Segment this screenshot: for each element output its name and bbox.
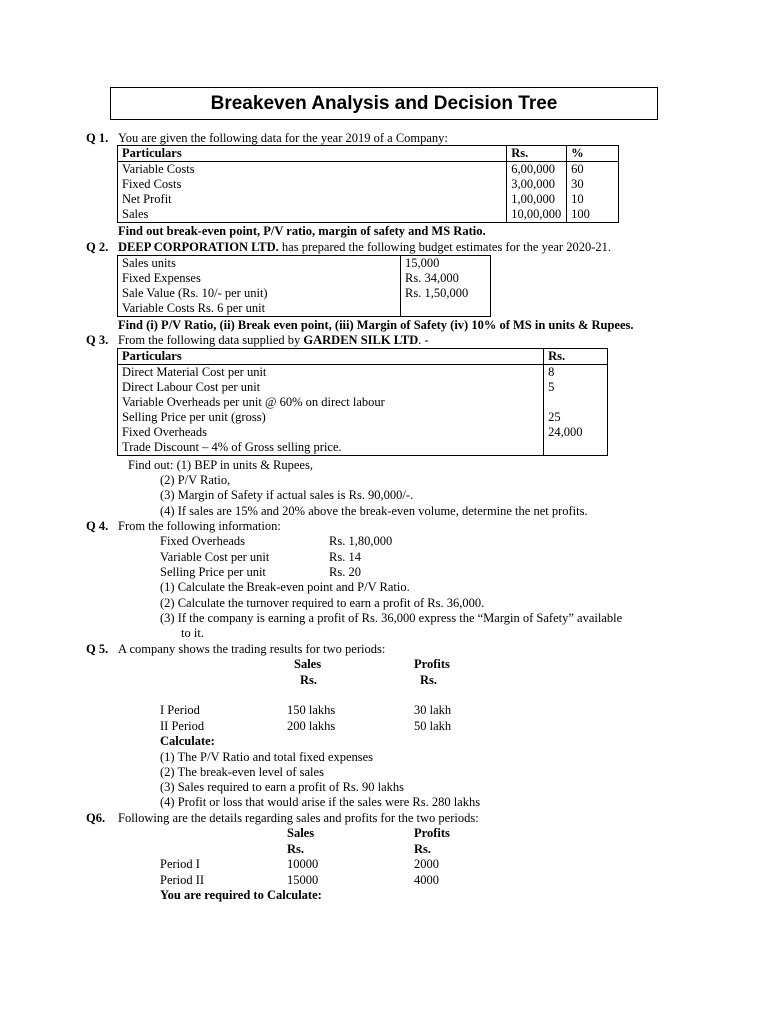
- table-cell: Trade Discount – 4% of Gross selling price.: [118, 440, 544, 456]
- q3-intro-a: From the following data supplied by: [118, 333, 304, 347]
- table-row: [118, 192, 619, 207]
- q3-table: [117, 348, 608, 456]
- table-cell: 25: [544, 410, 608, 425]
- q6-unit-sales: Rs.: [287, 842, 305, 856]
- q5-sales: 200 lakhs: [287, 719, 336, 733]
- q5-col-sales: Sales: [294, 657, 322, 671]
- table-cell: 10: [567, 192, 619, 207]
- table-cell: 5: [544, 380, 608, 395]
- page-title: Breakeven Analysis and Decision Tree: [210, 92, 558, 114]
- q2-intro-rest: has prepared the following budget estimates for the year 2020-21.: [278, 240, 611, 254]
- table-cell: Sale Value (Rs. 10/- per unit): [118, 286, 401, 301]
- table-cell: 30: [567, 177, 619, 192]
- q1-intro: You are given the following data for the year 2019 of a Company:: [118, 131, 448, 145]
- q4-data-value: Rs. 20: [329, 565, 361, 579]
- q4-data-value: Rs. 14: [329, 550, 361, 564]
- table-cell: Variable Overheads per unit @ 60% on direct labour: [118, 395, 544, 410]
- q3-number: Q 3.: [86, 333, 109, 347]
- q5-col-profits: Profits: [414, 657, 450, 671]
- q6-profit: 2000: [414, 857, 439, 871]
- q5-period: II Period: [160, 719, 205, 733]
- q1-table: [117, 145, 619, 223]
- q5-period: I Period: [160, 703, 200, 717]
- q5-item: (1) The P/V Ratio and total fixed expenses: [160, 750, 374, 764]
- table-cell: 60: [567, 162, 619, 178]
- table-row: [118, 271, 491, 286]
- q1-header-cell: Particulars: [118, 146, 507, 162]
- q6-sales: 10000: [287, 857, 319, 871]
- table-cell: 3,00,000: [507, 177, 567, 192]
- q4-intro: From the following information:: [118, 519, 281, 533]
- table-cell: Variable Costs: [118, 162, 507, 178]
- q3-find-line: (4) If sales are 15% and 20% above the break-even volume, determine the net profits.: [160, 504, 588, 518]
- q4-data-value: Rs. 1,80,000: [329, 534, 393, 548]
- q2-intro: [118, 240, 611, 255]
- q6-unit-profits: Rs.: [414, 842, 432, 856]
- q5-item: (3) Sales required to earn a profit of Rs. 90 lakhs: [160, 780, 405, 794]
- q5-unit-sales: Rs.: [300, 673, 318, 687]
- q3-find-line: (2) P/V Ratio,: [160, 473, 231, 487]
- q4-data-label: Variable Cost per unit: [160, 550, 270, 564]
- q6-profit: 4000: [414, 873, 439, 887]
- q2-table: [117, 255, 491, 317]
- q6-sales: 15000: [287, 873, 319, 887]
- q1-header-cell: %: [567, 146, 619, 162]
- q3-header-cell: Rs.: [544, 349, 608, 365]
- q3-intro: [118, 333, 429, 348]
- q3-find-line: Find out: (1) BEP in units & Rupees,: [128, 458, 313, 472]
- table-cell: Fixed Expenses: [118, 271, 401, 286]
- q5-sales: 150 lakhs: [287, 703, 336, 717]
- q5-number: Q 5.: [86, 642, 109, 656]
- table-cell: Fixed Costs: [118, 177, 507, 192]
- q6-col-profits: Profits: [414, 826, 450, 840]
- q5-item: (2) The break-even level of sales: [160, 765, 324, 779]
- table-cell: 1,00,000: [507, 192, 567, 207]
- q3-intro-b: . -: [418, 333, 429, 347]
- q3-find-line: (3) Margin of Safety if actual sales is Rs. 90,000/-.: [160, 488, 414, 502]
- table-cell: 100: [567, 207, 619, 223]
- table-row: [118, 380, 608, 395]
- table-cell: Selling Price per unit (gross): [118, 410, 544, 425]
- table-cell: Net Profit: [118, 192, 507, 207]
- q5-profit: 50 lakh: [414, 719, 452, 733]
- table-row: [118, 395, 608, 410]
- table-row: [118, 286, 491, 301]
- table-cell: 6,00,000: [507, 162, 567, 178]
- q4-number: Q 4.: [86, 519, 109, 533]
- table-cell: Variable Costs Rs. 6 per unit: [118, 301, 401, 317]
- q5-intro: A company shows the trading results for two periods:: [118, 642, 386, 656]
- table-cell: 15,000: [401, 256, 491, 272]
- q6-period: Period I: [160, 857, 200, 871]
- q3-company-name: GARDEN SILK LTD: [303, 333, 419, 347]
- table-row: [118, 425, 608, 440]
- table-row: [118, 440, 608, 456]
- table-row: [118, 256, 491, 272]
- table-row: [118, 207, 619, 223]
- q3-header-row: [118, 349, 608, 365]
- table-cell: Sales: [118, 207, 507, 223]
- q2-find: Find (i) P/V Ratio, (ii) Break even point, (iii) Margin of Safety (iv) 10% of MS in units & Rupees.: [118, 318, 634, 332]
- q4-item: (3) If the company is earning a profit of Rs. 36,000 express the “Margin of Safety” available: [160, 611, 623, 625]
- table-cell: Direct Material Cost per unit: [118, 365, 544, 381]
- q1-find: Find out break-even point, P/V ratio, margin of safety and MS Ratio.: [118, 224, 486, 238]
- table-row: [118, 365, 608, 381]
- title-box: [110, 87, 658, 120]
- table-cell: [544, 440, 608, 456]
- q1-number: Q 1.: [86, 131, 109, 145]
- table-row: [118, 410, 608, 425]
- q4-data-label: Fixed Overheads: [160, 534, 246, 548]
- table-cell: [401, 301, 491, 317]
- table-cell: Direct Labour Cost per unit: [118, 380, 544, 395]
- q4-item: (2) Calculate the turnover required to earn a profit of Rs. 36,000.: [160, 596, 485, 610]
- q2-number: Q 2.: [86, 240, 109, 254]
- q5-unit-profits: Rs.: [420, 673, 438, 687]
- table-cell: 8: [544, 365, 608, 381]
- table-cell: 24,000: [544, 425, 608, 440]
- q1-header-row: [118, 146, 619, 162]
- q4-item-cont: to it.: [181, 626, 204, 640]
- table-cell: Fixed Overheads: [118, 425, 544, 440]
- q5-calculate: Calculate:: [160, 734, 215, 748]
- table-cell: 10,00,000: [507, 207, 567, 223]
- q6-calculate: You are required to Calculate:: [160, 888, 322, 902]
- table-row: [118, 177, 619, 192]
- q4-data-label: Selling Price per unit: [160, 565, 266, 579]
- q3-header-cell: Particulars: [118, 349, 544, 365]
- table-row: [118, 162, 619, 178]
- q6-number: Q6.: [86, 811, 106, 825]
- q5-item: (4) Profit or loss that would arise if the sales were Rs. 280 lakhs: [160, 795, 481, 809]
- table-cell: Rs. 1,50,000: [401, 286, 491, 301]
- q6-period: Period II: [160, 873, 205, 887]
- table-row: [118, 301, 491, 317]
- q4-item: (1) Calculate the Break-even point and P/V Ratio.: [160, 580, 410, 594]
- q1-header-cell: Rs.: [507, 146, 567, 162]
- table-cell: Rs. 34,000: [401, 271, 491, 286]
- table-cell: [544, 395, 608, 410]
- q6-intro: Following are the details regarding sales and profits for the two periods:: [118, 811, 479, 825]
- table-cell: Sales units: [118, 256, 401, 272]
- q2-company-name: DEEP CORPORATION LTD.: [118, 240, 279, 254]
- q5-profit: 30 lakh: [414, 703, 452, 717]
- q6-col-sales: Sales: [287, 826, 315, 840]
